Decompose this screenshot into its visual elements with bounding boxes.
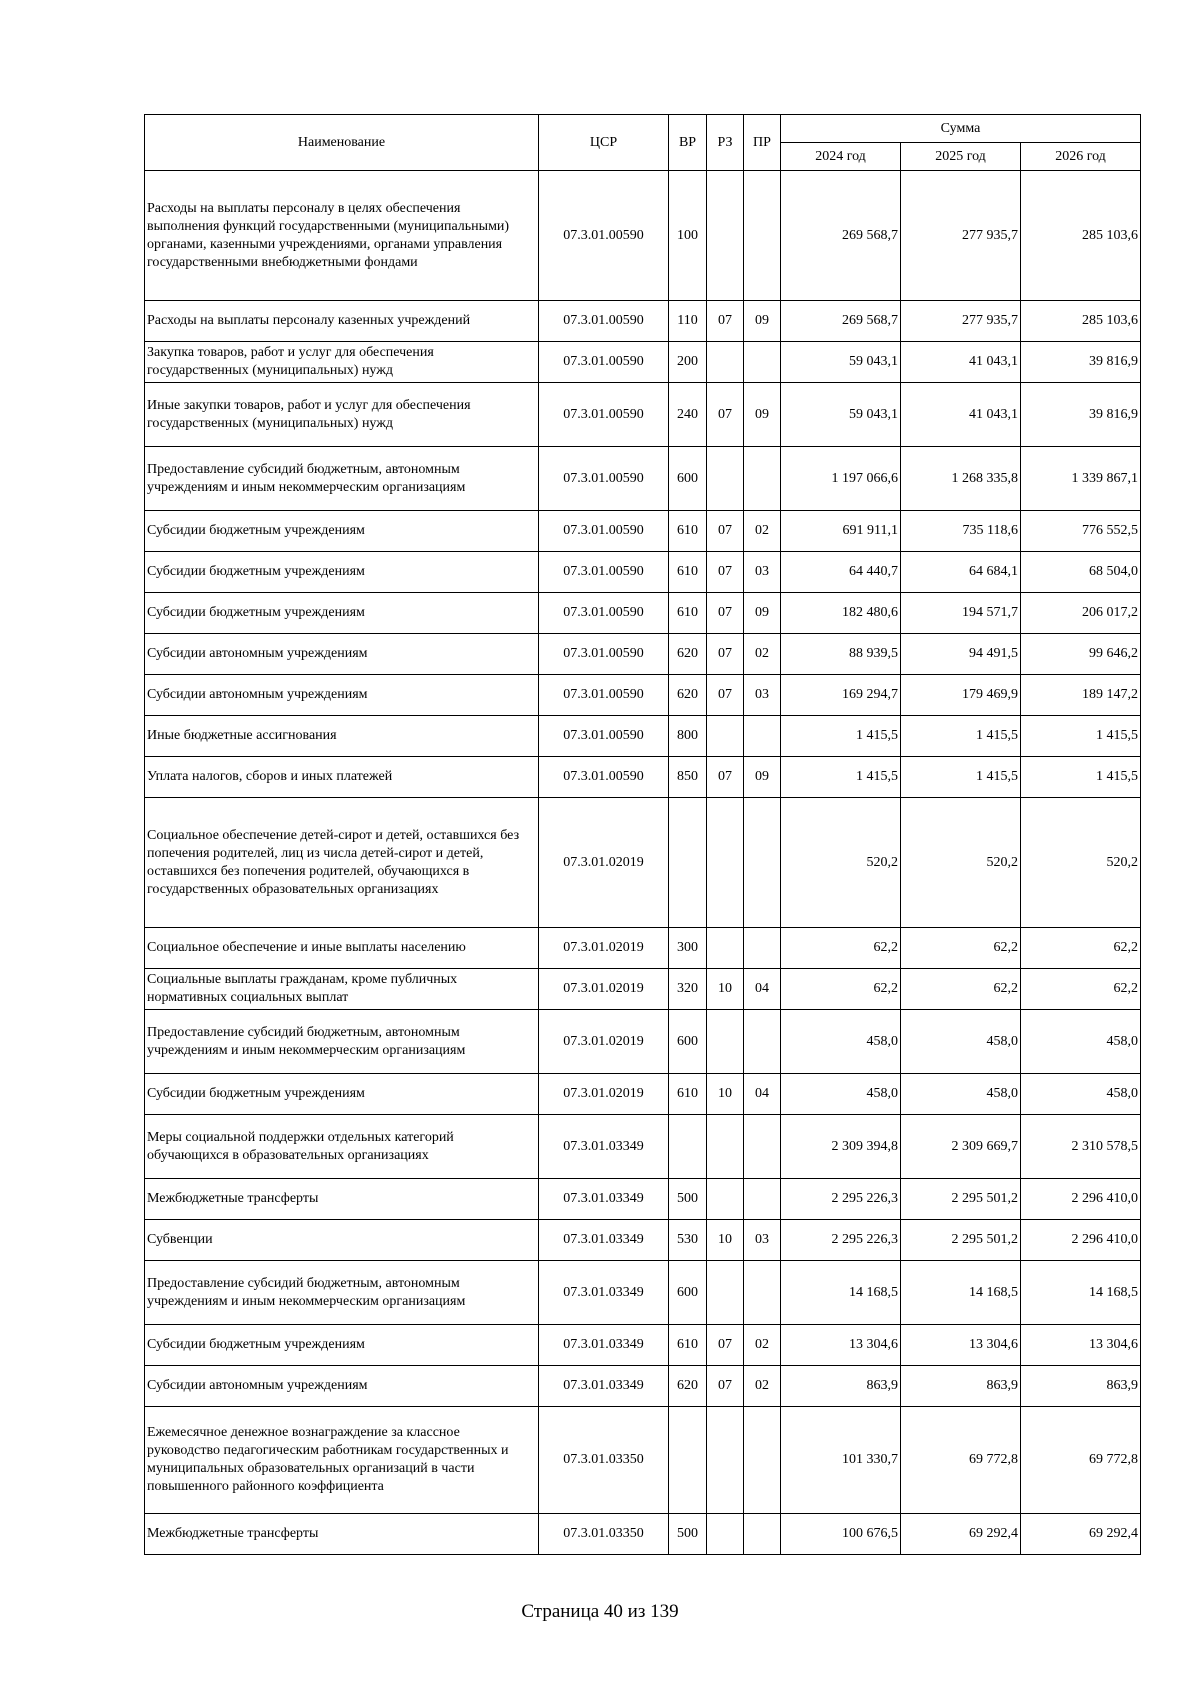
- cell-name: Иные закупки товаров, работ и услуг для обеспечения государственных (муниципальных) нужд: [145, 383, 539, 447]
- table-row: [145, 634, 1141, 675]
- cell-2025: 1 415,5: [901, 757, 1021, 798]
- cell-2024: 182 480,6: [781, 593, 901, 634]
- cell-rz: 07: [707, 757, 744, 798]
- cell-csr: 07.3.01.03349: [539, 1220, 669, 1261]
- cell-rz: 07: [707, 383, 744, 447]
- cell-name: Субсидии автономным учреждениям: [145, 1366, 539, 1407]
- cell-2026: 776 552,5: [1021, 511, 1141, 552]
- cell-2026: 1 339 867,1: [1021, 447, 1141, 511]
- cell-2025: 41 043,1: [901, 342, 1021, 383]
- cell-2024: 458,0: [781, 1074, 901, 1115]
- cell-rz: [707, 798, 744, 928]
- cell-2026: 13 304,6: [1021, 1325, 1141, 1366]
- cell-2026: 39 816,9: [1021, 342, 1141, 383]
- header-pr: ПР: [744, 115, 781, 171]
- cell-name: Меры социальной поддержки отдельных категорий обучающихся в образовательных организациях: [145, 1115, 539, 1179]
- cell-2026: 14 168,5: [1021, 1261, 1141, 1325]
- cell-2024: 520,2: [781, 798, 901, 928]
- cell-pr: [744, 342, 781, 383]
- cell-rz: 07: [707, 675, 744, 716]
- cell-pr: 09: [744, 383, 781, 447]
- cell-2025: 2 295 501,2: [901, 1220, 1021, 1261]
- cell-2024: 101 330,7: [781, 1407, 901, 1514]
- cell-pr: [744, 1115, 781, 1179]
- cell-name: Субсидии бюджетным учреждениям: [145, 1074, 539, 1115]
- cell-2026: 863,9: [1021, 1366, 1141, 1407]
- cell-2025: 458,0: [901, 1010, 1021, 1074]
- cell-rz: 10: [707, 1074, 744, 1115]
- cell-pr: 03: [744, 552, 781, 593]
- table-row: [145, 511, 1141, 552]
- cell-pr: 09: [744, 593, 781, 634]
- cell-pr: 04: [744, 1074, 781, 1115]
- cell-2025: 520,2: [901, 798, 1021, 928]
- cell-rz: [707, 447, 744, 511]
- table-row: [145, 1074, 1141, 1115]
- cell-2025: 94 491,5: [901, 634, 1021, 675]
- cell-vr: 610: [669, 1074, 707, 1115]
- cell-2026: 189 147,2: [1021, 675, 1141, 716]
- cell-name: Субсидии бюджетным учреждениям: [145, 552, 539, 593]
- cell-2026: 39 816,9: [1021, 383, 1141, 447]
- cell-2024: 1 197 066,6: [781, 447, 901, 511]
- cell-rz: [707, 1407, 744, 1514]
- cell-2024: 1 415,5: [781, 757, 901, 798]
- page-number: Страница 40 из 139: [521, 1601, 679, 1622]
- cell-2025: 62,2: [901, 969, 1021, 1010]
- cell-vr: [669, 798, 707, 928]
- table-row: [145, 1325, 1141, 1366]
- table-row: [145, 1514, 1141, 1555]
- cell-vr: [669, 1407, 707, 1514]
- cell-csr: 07.3.01.00590: [539, 383, 669, 447]
- cell-name: Социальные выплаты гражданам, кроме публичных нормативных социальных выплат: [145, 969, 539, 1010]
- cell-2024: 2 295 226,3: [781, 1220, 901, 1261]
- cell-csr: 07.3.01.00590: [539, 301, 669, 342]
- cell-name: Субсидии бюджетным учреждениям: [145, 593, 539, 634]
- cell-vr: 610: [669, 552, 707, 593]
- cell-rz: [707, 1010, 744, 1074]
- cell-pr: 03: [744, 675, 781, 716]
- cell-csr: 07.3.01.03350: [539, 1407, 669, 1514]
- cell-pr: [744, 1010, 781, 1074]
- cell-vr: 300: [669, 928, 707, 969]
- cell-pr: 02: [744, 1325, 781, 1366]
- cell-2024: 62,2: [781, 928, 901, 969]
- cell-name: Социальное обеспечение детей-сирот и детей, оставшихся без попечения родителей, лиц из числа детей-сирот и детей, оставшихся без попечения родителей, обучающихся в государственных образовательных организациях: [145, 798, 539, 928]
- header-vr: ВР: [669, 115, 707, 171]
- cell-2026: 69 772,8: [1021, 1407, 1141, 1514]
- cell-name: Предоставление субсидий бюджетным, автономным учреждениям и иным некоммерческим организациям: [145, 1010, 539, 1074]
- cell-2026: 1 415,5: [1021, 716, 1141, 757]
- table-row: [145, 1115, 1141, 1179]
- table-row: [145, 552, 1141, 593]
- cell-2025: 179 469,9: [901, 675, 1021, 716]
- cell-name: Субвенции: [145, 1220, 539, 1261]
- cell-2024: 691 911,1: [781, 511, 901, 552]
- table-row: [145, 1261, 1141, 1325]
- cell-2024: 62,2: [781, 969, 901, 1010]
- cell-2025: 13 304,6: [901, 1325, 1021, 1366]
- cell-vr: 600: [669, 447, 707, 511]
- cell-2025: 277 935,7: [901, 301, 1021, 342]
- cell-2025: 735 118,6: [901, 511, 1021, 552]
- cell-pr: [744, 716, 781, 757]
- cell-name: Предоставление субсидий бюджетным, автономным учреждениям и иным некоммерческим организациям: [145, 1261, 539, 1325]
- table-row: [145, 675, 1141, 716]
- table-row: [145, 301, 1141, 342]
- table-row: [145, 757, 1141, 798]
- cell-vr: 500: [669, 1179, 707, 1220]
- cell-2026: 285 103,6: [1021, 301, 1141, 342]
- cell-rz: [707, 1261, 744, 1325]
- cell-pr: 04: [744, 969, 781, 1010]
- cell-pr: [744, 1261, 781, 1325]
- cell-name: Межбюджетные трансферты: [145, 1179, 539, 1220]
- cell-rz: [707, 928, 744, 969]
- cell-pr: 02: [744, 634, 781, 675]
- cell-2024: 100 676,5: [781, 1514, 901, 1555]
- cell-pr: 02: [744, 1366, 781, 1407]
- cell-2025: 863,9: [901, 1366, 1021, 1407]
- cell-2024: 59 043,1: [781, 342, 901, 383]
- table-row: [145, 342, 1141, 383]
- cell-csr: 07.3.01.00590: [539, 447, 669, 511]
- cell-csr: 07.3.01.03349: [539, 1115, 669, 1179]
- cell-2025: 277 935,7: [901, 171, 1021, 301]
- cell-csr: 07.3.01.03349: [539, 1261, 669, 1325]
- cell-2026: 458,0: [1021, 1010, 1141, 1074]
- header-year-2024: 2024 год: [781, 143, 901, 171]
- table-row: [145, 1010, 1141, 1074]
- cell-2025: 1 415,5: [901, 716, 1021, 757]
- cell-2026: 68 504,0: [1021, 552, 1141, 593]
- cell-2025: 2 295 501,2: [901, 1179, 1021, 1220]
- cell-2025: 14 168,5: [901, 1261, 1021, 1325]
- cell-vr: 620: [669, 1366, 707, 1407]
- cell-vr: [669, 1115, 707, 1179]
- cell-csr: 07.3.01.02019: [539, 928, 669, 969]
- cell-pr: [744, 1514, 781, 1555]
- cell-2026: 520,2: [1021, 798, 1141, 928]
- cell-csr: 07.3.01.02019: [539, 798, 669, 928]
- cell-rz: 07: [707, 511, 744, 552]
- cell-csr: 07.3.01.00590: [539, 342, 669, 383]
- cell-2024: 863,9: [781, 1366, 901, 1407]
- cell-csr: 07.3.01.00590: [539, 675, 669, 716]
- table-row: [145, 928, 1141, 969]
- budget-table: [144, 114, 1141, 1555]
- cell-rz: [707, 716, 744, 757]
- cell-csr: 07.3.01.03349: [539, 1325, 669, 1366]
- cell-csr: 07.3.01.02019: [539, 1010, 669, 1074]
- header-year-2026: 2026 год: [1021, 143, 1141, 171]
- cell-2024: 88 939,5: [781, 634, 901, 675]
- cell-2024: 2 295 226,3: [781, 1179, 901, 1220]
- cell-vr: 600: [669, 1261, 707, 1325]
- cell-csr: 07.3.01.00590: [539, 511, 669, 552]
- cell-pr: [744, 1407, 781, 1514]
- cell-vr: 200: [669, 342, 707, 383]
- cell-vr: 610: [669, 593, 707, 634]
- cell-vr: 100: [669, 171, 707, 301]
- cell-name: Предоставление субсидий бюджетным, автономным учреждениям и иным некоммерческим организациям: [145, 447, 539, 511]
- cell-2025: 69 772,8: [901, 1407, 1021, 1514]
- table-row: [145, 447, 1141, 511]
- cell-rz: [707, 1115, 744, 1179]
- table-row: [145, 1220, 1141, 1261]
- cell-2026: 2 310 578,5: [1021, 1115, 1141, 1179]
- cell-csr: 07.3.01.00590: [539, 552, 669, 593]
- table-row: [145, 969, 1141, 1010]
- cell-2025: 64 684,1: [901, 552, 1021, 593]
- cell-pr: 09: [744, 757, 781, 798]
- cell-2025: 194 571,7: [901, 593, 1021, 634]
- cell-2026: 62,2: [1021, 969, 1141, 1010]
- cell-name: Субсидии автономным учреждениям: [145, 634, 539, 675]
- cell-rz: 10: [707, 969, 744, 1010]
- cell-name: Расходы на выплаты персоналу казенных учреждений: [145, 301, 539, 342]
- cell-2026: 2 296 410,0: [1021, 1179, 1141, 1220]
- cell-rz: 07: [707, 301, 744, 342]
- cell-rz: [707, 342, 744, 383]
- cell-2026: 1 415,5: [1021, 757, 1141, 798]
- cell-2024: 269 568,7: [781, 301, 901, 342]
- cell-2026: 458,0: [1021, 1074, 1141, 1115]
- cell-vr: 240: [669, 383, 707, 447]
- cell-2026: 2 296 410,0: [1021, 1220, 1141, 1261]
- header-rz: РЗ: [707, 115, 744, 171]
- cell-2025: 62,2: [901, 928, 1021, 969]
- cell-pr: 03: [744, 1220, 781, 1261]
- cell-name: Иные бюджетные ассигнования: [145, 716, 539, 757]
- header-year-2025: 2025 год: [901, 143, 1021, 171]
- header-name: Наименование: [145, 115, 539, 171]
- table-row: [145, 798, 1141, 928]
- cell-vr: 600: [669, 1010, 707, 1074]
- cell-pr: [744, 798, 781, 928]
- table-row: [145, 593, 1141, 634]
- cell-name: Уплата налогов, сборов и иных платежей: [145, 757, 539, 798]
- cell-2024: 59 043,1: [781, 383, 901, 447]
- cell-pr: 09: [744, 301, 781, 342]
- cell-pr: [744, 171, 781, 301]
- cell-vr: 320: [669, 969, 707, 1010]
- table-row: [145, 1407, 1141, 1514]
- cell-2025: 458,0: [901, 1074, 1021, 1115]
- cell-csr: 07.3.01.00590: [539, 593, 669, 634]
- table-row: [145, 1179, 1141, 1220]
- cell-pr: [744, 928, 781, 969]
- cell-name: Социальное обеспечение и иные выплаты населению: [145, 928, 539, 969]
- cell-rz: 10: [707, 1220, 744, 1261]
- cell-rz: [707, 171, 744, 301]
- cell-csr: 07.3.01.03350: [539, 1514, 669, 1555]
- cell-csr: 07.3.01.00590: [539, 171, 669, 301]
- cell-rz: [707, 1179, 744, 1220]
- cell-csr: 07.3.01.00590: [539, 634, 669, 675]
- cell-vr: 610: [669, 1325, 707, 1366]
- cell-rz: 07: [707, 552, 744, 593]
- cell-2024: 64 440,7: [781, 552, 901, 593]
- cell-vr: 110: [669, 301, 707, 342]
- cell-2026: 99 646,2: [1021, 634, 1141, 675]
- table-row: [145, 383, 1141, 447]
- cell-name: Расходы на выплаты персоналу в целях обеспечения выполнения функций государственными (муниципальными) органами, казенными учреждениями, органами управления государственными внебюджетными фондами: [145, 171, 539, 301]
- cell-rz: 07: [707, 634, 744, 675]
- table-row: [145, 1366, 1141, 1407]
- cell-2026: 62,2: [1021, 928, 1141, 969]
- cell-csr: 07.3.01.00590: [539, 716, 669, 757]
- cell-rz: 07: [707, 1325, 744, 1366]
- cell-vr: 500: [669, 1514, 707, 1555]
- cell-2024: 13 304,6: [781, 1325, 901, 1366]
- cell-csr: 07.3.01.03349: [539, 1179, 669, 1220]
- cell-2024: 269 568,7: [781, 171, 901, 301]
- cell-csr: 07.3.01.00590: [539, 757, 669, 798]
- cell-name: Межбюджетные трансферты: [145, 1514, 539, 1555]
- cell-2026: 206 017,2: [1021, 593, 1141, 634]
- cell-2025: 69 292,4: [901, 1514, 1021, 1555]
- cell-pr: 02: [744, 511, 781, 552]
- cell-rz: 07: [707, 1366, 744, 1407]
- table-header: [145, 115, 1141, 171]
- header-sum: Сумма: [781, 115, 1141, 143]
- cell-rz: [707, 1514, 744, 1555]
- cell-csr: 07.3.01.02019: [539, 969, 669, 1010]
- cell-vr: 850: [669, 757, 707, 798]
- cell-vr: 610: [669, 511, 707, 552]
- cell-2024: 14 168,5: [781, 1261, 901, 1325]
- cell-2024: 2 309 394,8: [781, 1115, 901, 1179]
- cell-2025: 41 043,1: [901, 383, 1021, 447]
- cell-pr: [744, 1179, 781, 1220]
- cell-vr: 620: [669, 634, 707, 675]
- cell-name: Ежемесячное денежное вознаграждение за классное руководство педагогическим работникам государственных и муниципальных образовательных организаций в части повышенного районного коэффициента: [145, 1407, 539, 1514]
- cell-2024: 169 294,7: [781, 675, 901, 716]
- cell-2024: 1 415,5: [781, 716, 901, 757]
- table-body: [145, 171, 1141, 1555]
- cell-rz: 07: [707, 593, 744, 634]
- cell-name: Субсидии автономным учреждениям: [145, 675, 539, 716]
- cell-2026: 285 103,6: [1021, 171, 1141, 301]
- cell-2025: 2 309 669,7: [901, 1115, 1021, 1179]
- cell-name: Субсидии бюджетным учреждениям: [145, 1325, 539, 1366]
- cell-2024: 458,0: [781, 1010, 901, 1074]
- table-row: [145, 171, 1141, 301]
- cell-vr: 620: [669, 675, 707, 716]
- cell-pr: [744, 447, 781, 511]
- cell-2026: 69 292,4: [1021, 1514, 1141, 1555]
- cell-vr: 530: [669, 1220, 707, 1261]
- cell-name: Субсидии бюджетным учреждениям: [145, 511, 539, 552]
- cell-name: Закупка товаров, работ и услуг для обеспечения государственных (муниципальных) нужд: [145, 342, 539, 383]
- cell-vr: 800: [669, 716, 707, 757]
- cell-csr: 07.3.01.02019: [539, 1074, 669, 1115]
- header-csr: ЦСР: [539, 115, 669, 171]
- table-row: [145, 716, 1141, 757]
- cell-2025: 1 268 335,8: [901, 447, 1021, 511]
- cell-csr: 07.3.01.03349: [539, 1366, 669, 1407]
